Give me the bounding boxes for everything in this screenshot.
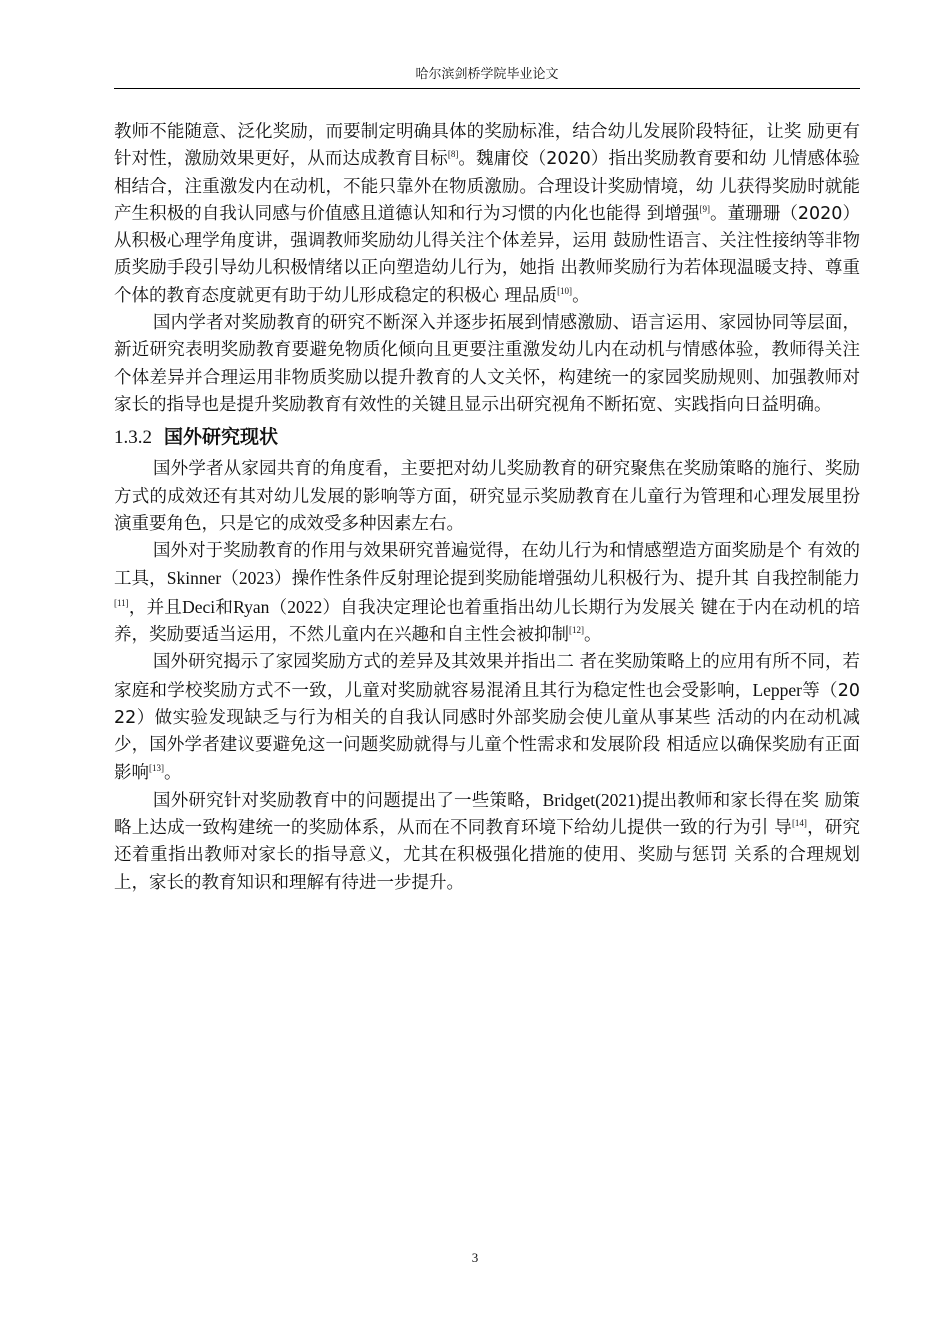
text-segment: 。 bbox=[572, 285, 590, 306]
text-segment: Lepper bbox=[752, 679, 803, 700]
text-segment: 自我决定理论也着重指出幼儿长期行为发展关 键在于内在动机的培养，奖励要适当运用，不然儿童内在兴趣和自主性会被抑制 bbox=[114, 597, 861, 646]
text-segment: 等（2022）做实验发现缺乏与行为相关的自我认同感时外部奖励会使儿童从事某些 活动的内在动机减少，国外学者建议要避免这一问题奖励就得与儿童个性需求和发展阶段 相适应以确保奖励有正面影响 bbox=[114, 680, 860, 783]
text-segment: Ryan（2022） bbox=[233, 596, 341, 617]
paragraph-5 bbox=[114, 649, 860, 786]
text-segment: 操作性条件反射理论提到奖励能增强幼儿积极行为、提升其 自我控制能力 bbox=[291, 569, 861, 590]
text-segment: Deci bbox=[182, 596, 216, 617]
section-title: 国外研究现状 bbox=[164, 426, 279, 449]
citation: [10] bbox=[557, 285, 573, 296]
text-segment: 国外研究揭示了家园奖励方式的差异及其效果并指出二 者在奖励策略上的应用有所不同，若家庭和学校奖励方式不一致，儿童对奖励就容易混淆且其行为稳定性也会受影响， bbox=[114, 652, 860, 701]
text-segment: 教师不能随意、泛化奖励，而要制定明确具体的奖励标准，结合幼儿发展阶段特征，让奖 励更有针对性，激励效果更好，从而达成教育目标 bbox=[114, 122, 860, 170]
citation: [8] bbox=[447, 149, 459, 160]
text-segment: 和 bbox=[215, 597, 234, 618]
text-segment: Bridget(2021) bbox=[542, 789, 642, 810]
text-segment: 。 bbox=[164, 762, 182, 783]
section-heading bbox=[114, 420, 860, 455]
paragraph-6 bbox=[114, 787, 860, 897]
citation: [13] bbox=[149, 762, 164, 773]
section-number: 1.3.2 bbox=[114, 427, 152, 449]
text-segment: 提出教师和家长得在奖 励策略上达成一致构建统一的奖励体系，从而在不同教育环境下给幼儿提供一致的行为引 导 bbox=[114, 790, 861, 839]
paragraph-4 bbox=[114, 538, 860, 649]
text-segment: Skinner（2023） bbox=[166, 568, 292, 589]
page-header: 哈尔滨剑桥学院毕业论文 bbox=[415, 67, 559, 82]
citation: [11] bbox=[114, 597, 129, 608]
text-segment: ，研究还着重指出教师对家长的指导意义，尤其在积极强化措施的使用、奖励与惩罚 关系的合理规划上，家长的教育知识和理解有待进一步提升。 bbox=[114, 818, 861, 893]
text-segment: 。董珊珊（2020）从积极心理学角度讲，强调教师奖励幼儿得关注个体差异，运用 鼓励性语言、关注性接纳等非物质奖励手段引导幼儿积极情绪以正向塑造幼儿行为，她指 出教师奖励行为若体现温暖支持、尊重个体的教育态度就更有助于幼儿形成稳定的积极心 理品质 bbox=[114, 203, 860, 306]
paragraph-3: 国外学者从家园共育的角度看，主要把对幼儿奖励教育的研究聚焦在奖励策略的施行、奖励方式的成效还有其对幼儿发展的影响等方面，研究显示奖励教育在儿童行为管理和心理发展里扮演重要角色，只是它的成效受多种因素左右。 bbox=[114, 459, 860, 534]
header-rule bbox=[114, 88, 860, 89]
citation: [12] bbox=[569, 625, 584, 636]
text-segment: 。 bbox=[584, 625, 602, 646]
text-segment: 国外研究针对奖励教育中的问题提出了一些策略， bbox=[153, 790, 543, 811]
paragraph-1 bbox=[114, 119, 860, 310]
paragraph-2: 国内学者对奖励教育的研究不断深入并逐步拓展到情感激励、语言运用、家园协同等层面，新近研究表明奖励教育要避免物质化倾向且更要注重激发幼儿内在动机与情感体验，教师得关注个体差异并合理运用非物质奖励以提升教育的人文关怀，构建统一的家园奖励规则、加强教师对家长的指导也是提升奖励教育有效性的关键且显示出研究视角不断拓宽、实践指向日益明确。 bbox=[114, 313, 860, 415]
page-number: 3 bbox=[471, 1250, 479, 1265]
text-segment: 国外对于奖励教育的作用与效果研究普遍觉得，在幼儿行为和情感塑造方面奖励是个 有效的工具， bbox=[114, 541, 860, 590]
text-segment: 。魏庸佼（2020）指出奖励教育要和幼 儿情感体验相结合，注重激发内在动机，不能只靠外在物质激励。合理设计奖励情境，幼 儿获得奖励时就能产生积极的自我认同感与价值感且道德认知和行为习惯的内化也能得 到增强 bbox=[114, 149, 860, 224]
document-body bbox=[114, 119, 860, 897]
text-segment: ，并且 bbox=[128, 597, 183, 618]
citation: [9] bbox=[699, 203, 710, 214]
citation: [14] bbox=[791, 818, 807, 829]
